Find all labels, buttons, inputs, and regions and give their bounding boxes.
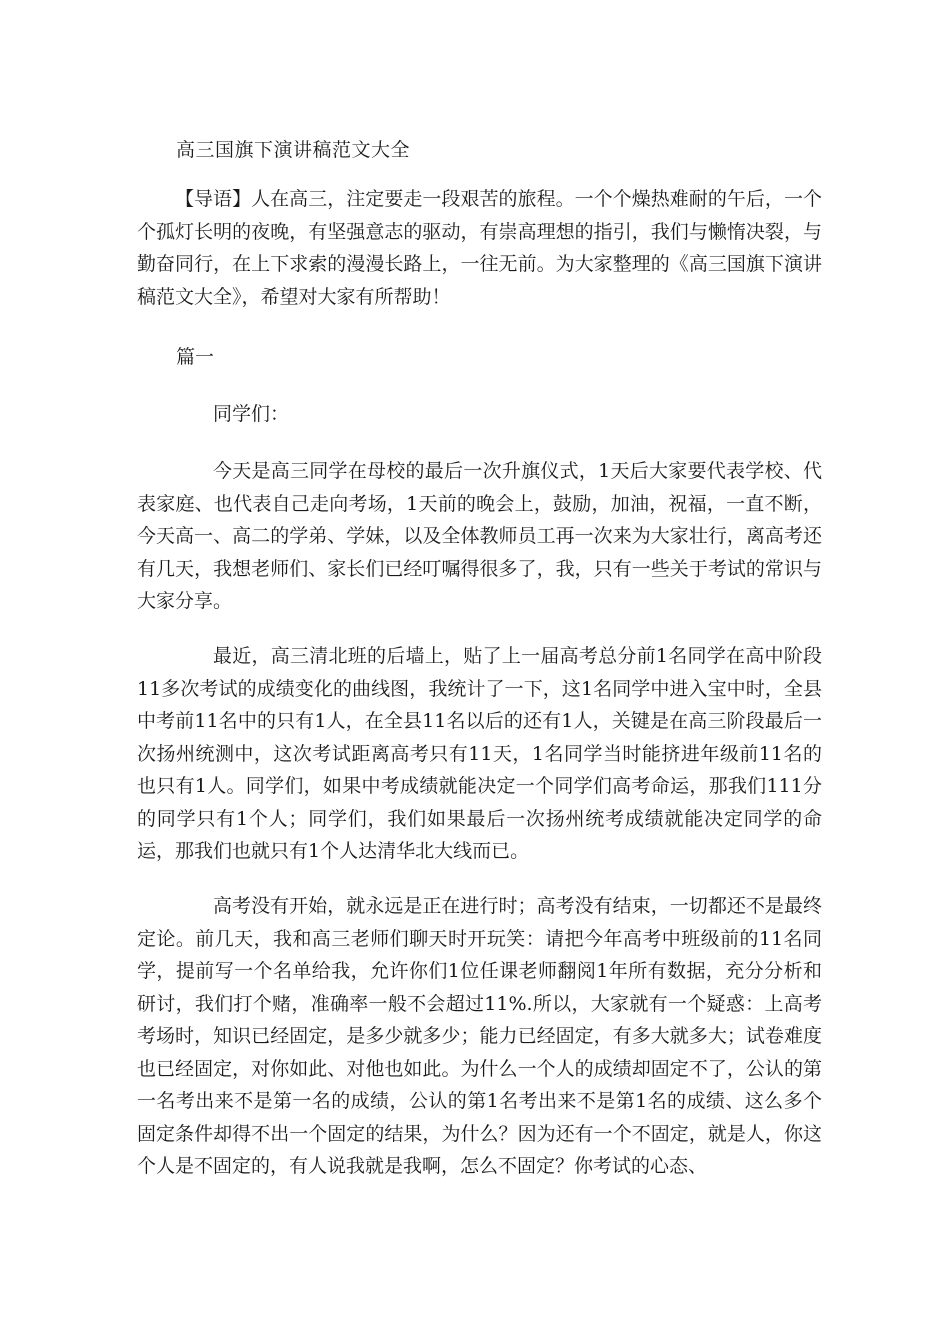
body-paragraph: 高考没有开始，就永远是正在进行时；高考没有结束，一切都还不是最终定论。前几天，我和高三老师们聊天时开玩笑：请把今年高考中班级前的11名同学，提前写一个名单给我，允许你们1位任课老师翻阅1年所有数据，充分分析和研讨，我们打个赌，准确率一般不会超过11%.所以，大家就有一个疑惑：上高考考场时，知识已经固定，是多少就多少；能力已经固定，有多大就多大；试卷难度也已经固定，对你如此、对他也如此。为什么一个人的成绩却固定不了，公认的第一名考出来不是第一名的成绩，公认的第1名考出来不是第1名的成绩、这么多个固定条件却得不出一个固定的结果，为什么？因为还有一个不固定，就是人，你这个人是不固定的，有人说我就是我啊，怎么不固定？你考试的心态、 [137, 895, 822, 1177]
body-paragraph: 今天是高三同学在母校的最后一次升旗仪式，1天后大家要代表学校、代表家庭、也代表自己走向考场，1天前的晚会上，鼓励，加油，祝福，一直不断，今天高一、高二的学弟、学妹，以及全体教师员工再一次来为大家壮行，离高考还有几天，我想老师们、家长们已经叮嘱得很多了，我，只有一些关于考试的常识与大家分享。 [137, 460, 822, 612]
document-title: 高三国旗下演讲稿范文大全 [176, 139, 411, 161]
body-paragraph: 最近，高三清北班的后墙上，贴了上一届高考总分前1名同学在高中阶段11多次考试的成绩变化的曲线图，我统计了一下，这1名同学中进入宝中时，全县中考前11名中的只有1人，在全县11名以后的还有1人，关键是在高三阶段最后一次扬州统测中，这次考试距离高考只有11天，1名同学当时能挤进年级前11名的也只有1人。同学们，如果中考成绩就能决定一个同学们高考命运，那我们111分的同学只有1个人；同学们，我们如果最后一次扬州统考成绩就能决定同学的命运，那我们也就只有1个人达清华北大线而已。 [137, 645, 822, 862]
greeting-line: 同学们： [213, 403, 290, 425]
intro-paragraph: 【导语】人在高三，注定要走一段艰苦的旅程。一个个燥热难耐的午后，一个个孤灯长明的夜晚，有坚强意志的驱动，有崇高理想的指引，我们与懒惰决裂，与勤奋同行，在上下求索的漫漫长路上，一往无前。为大家整理的《高三国旗下演讲稿范文大全》，希望对大家有所帮助！ [137, 188, 822, 308]
section-heading: 篇一 [176, 346, 215, 368]
